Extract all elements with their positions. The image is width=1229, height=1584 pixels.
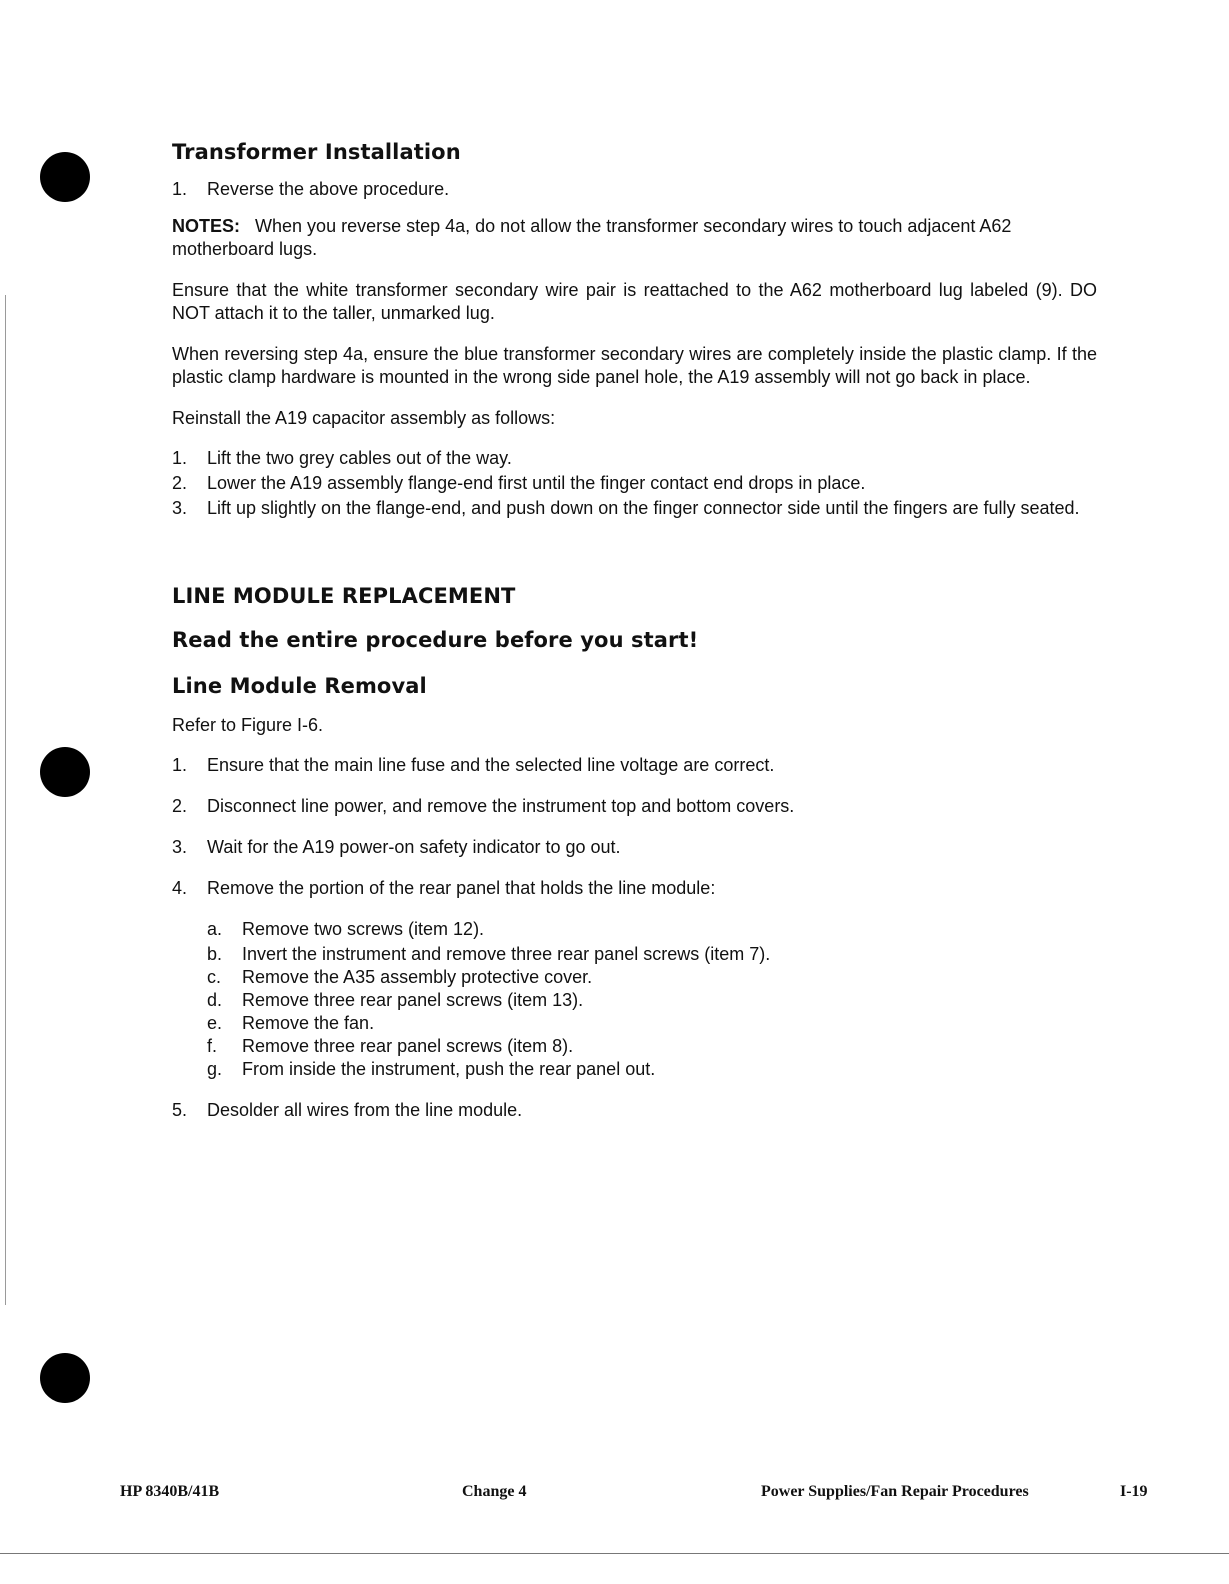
removal-step: 2. Disconnect line power, and remove the instrument top and bottom covers.	[172, 796, 795, 816]
page-content	[172, 140, 1097, 1122]
line-module-heading: LINE MODULE REPLACEMENT	[172, 584, 516, 608]
refer-figure: Refer to Figure I-6.	[172, 715, 324, 735]
footer-page-number: I-19	[1120, 1483, 1148, 1500]
removal-step: 3. Wait for the A19 power-on safety indicator to go out.	[172, 837, 621, 857]
line-module-removal-heading: Line Module Removal	[172, 674, 427, 698]
note-white-wire: Ensure that the white transformer secondary wire pair is reattached to the A62 motherboard lug labeled (9). DO NOT attach it to the taller, unmarked lug.	[172, 280, 1097, 323]
reinstall-step: 2. Lower the A19 assembly flange-end first until the finger contact end drops in place.	[172, 473, 866, 493]
footer-model: HP 8340B/41B	[120, 1483, 220, 1500]
bottom-rule	[0, 1553, 1229, 1554]
binder-hole-top	[40, 152, 90, 202]
substep: g. From inside the instrument, push the rear panel out.	[207, 1059, 656, 1079]
removal-step: 4. Remove the portion of the rear panel that holds the line module:	[172, 878, 716, 898]
substep: a. Remove two screws (item 12).	[207, 919, 485, 939]
substep: f. Remove three rear panel screws (item 8).	[207, 1036, 574, 1056]
margin-line	[5, 295, 6, 1305]
note-blue-wires: When reversing step 4a, ensure the blue transformer secondary wires are completely inside the plastic clamp. If the plastic clamp hardware is mounted in the wrong side panel hole, the A19 assembly will not go back in place.	[172, 344, 1097, 387]
notes-paragraph	[172, 215, 1097, 261]
step-1: 1. Reverse the above procedure.	[172, 179, 450, 199]
notes-label: NOTES:	[172, 216, 241, 236]
substep: b. Invert the instrument and remove three rear panel screws (item 7).	[207, 944, 771, 964]
reinstall-step: 3. Lift up slightly on the flange-end, and push down on the finger connector side until the fingers are fully seated.	[172, 498, 1080, 518]
notes-text: When you reverse step 4a, do not allow the transformer secondary wires to touch adjacent A62 motherboard lugs.	[172, 216, 1012, 259]
removal-steps	[172, 754, 1097, 900]
read-warning: Read the entire procedure before you start!	[172, 628, 699, 652]
reinstall-steps	[172, 447, 1097, 520]
binder-hole-middle	[40, 747, 90, 797]
removal-step: 1. Ensure that the main line fuse and the selected line voltage are correct.	[172, 755, 775, 775]
removal-substeps	[172, 918, 1097, 1081]
substep: e. Remove the fan.	[207, 1013, 375, 1033]
reinstall-step: 1. Lift the two grey cables out of the way.	[172, 448, 512, 468]
substep: c. Remove the A35 assembly protective cover.	[207, 967, 593, 987]
transformer-installation-heading: Transformer Installation	[172, 140, 461, 164]
reinstall-intro: Reinstall the A19 capacitor assembly as follows:	[172, 408, 556, 428]
binder-hole-bottom	[40, 1353, 90, 1403]
substep: d. Remove three rear panel screws (item 13).	[207, 990, 584, 1010]
removal-step-5: 5. Desolder all wires from the line module.	[172, 1100, 523, 1120]
footer-change: Change 4	[462, 1483, 527, 1500]
footer-section: Power Supplies/Fan Repair Procedures	[761, 1483, 1029, 1500]
